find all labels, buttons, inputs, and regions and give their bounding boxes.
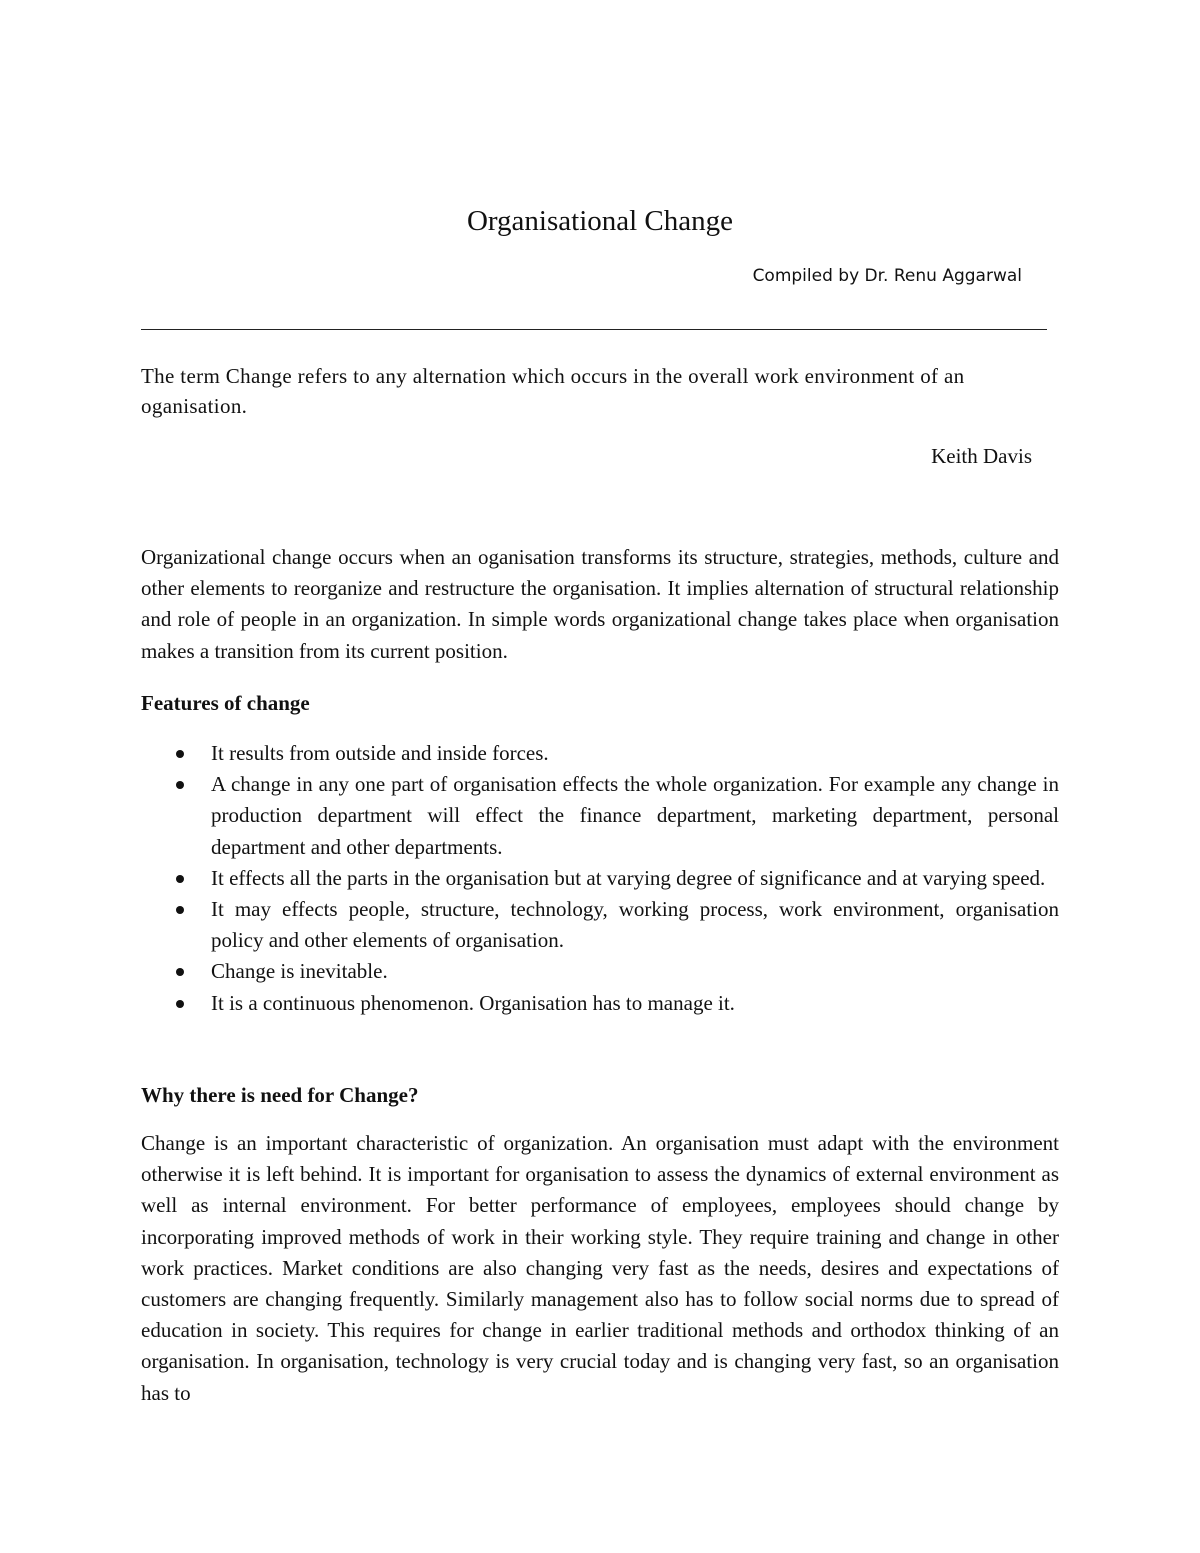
- features-list: [141, 738, 1059, 1019]
- bullet-icon: [176, 906, 184, 914]
- list-item-text: It may effects people, structure, technology, working process, work environment, organisation policy and other elements of organisation.: [211, 897, 1059, 953]
- bullet-icon: [176, 750, 184, 758]
- need-paragraph: Change is an important characteristic of organization. An organisation must adapt with the environment otherwise it is left behind. It is important for organisation to assess the dynamics of external environment as well as internal environment. For better performance of employees, employees should change by incorporating improved methods of work in their working style. They require training and change in other work practices. Market conditions are also changing very fast as the needs, desires and expectations of customers are changing frequently. Similarly management also has to follow social norms due to spread of education in society. This requires for change in earlier traditional methods and orthodox thinking of an organisation. In organisation, technology is very crucial today and is changing very fast, so an organisation has to: [141, 1131, 1059, 1405]
- list-item: [141, 956, 1059, 987]
- list-item: [141, 894, 1059, 956]
- bullet-icon: [176, 875, 184, 883]
- bullet-icon: [176, 968, 184, 976]
- page-title: Organisational Change: [466, 205, 734, 237]
- list-item: [141, 769, 1059, 863]
- list-item: [141, 988, 1059, 1019]
- horizontal-divider: [141, 329, 1047, 330]
- intro-paragraph: Organizational change occurs when an oganisation transforms its structure, strategies, methods, culture and other elements to reorganize and restructure the organisation. It implies alternation of structural relationship and role of people in an organization. In simple words organizational change takes place when organisation makes a transition from its current position.: [141, 545, 1059, 663]
- bullet-icon: [176, 781, 184, 789]
- list-item-text: Change is inevitable.: [211, 959, 388, 984]
- list-item: [141, 863, 1059, 894]
- list-item-text: A change in any one part of organisation effects the whole organization. For example any change in production department will effect the finance department, marketing department, personal department and other departments.: [211, 772, 1059, 859]
- need-heading: Why there is need for Change?: [141, 1083, 419, 1107]
- quote-author: Keith Davis: [931, 444, 1032, 468]
- list-item-text: It results from outside and inside forces.: [211, 741, 549, 765]
- bullet-icon: [176, 1000, 184, 1008]
- list-item-text: It is a continuous phenomenon. Organisation has to manage it.: [211, 990, 735, 1015]
- compiled-by-line: Compiled by Dr. Renu Aggarwal: [752, 266, 1022, 286]
- features-heading: Features of change: [141, 691, 310, 715]
- definition-quote: The term Change refers to any alternation which occurs in the overall work environment of an oganisation.: [141, 364, 965, 418]
- list-item-text: It effects all the parts in the organisation but at varying degree of significance and at varying speed.: [211, 865, 1046, 890]
- list-item: [141, 738, 1059, 769]
